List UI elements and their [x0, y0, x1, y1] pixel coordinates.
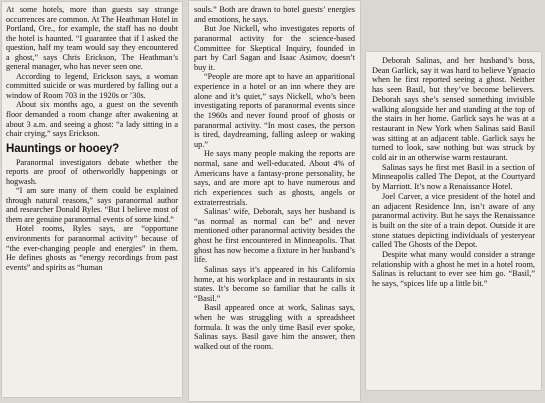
paragraph: But Joe Nickell, who investigates reports of paranormal activity for the science-based Committee for Skeptical Inquiry, founded in part by Carl Sagan and Isaac Asimov, doesn’t buy it. [194, 24, 355, 72]
paragraph: Hotel rooms, Ryles says, are “opportune environments for paranormal activity” because of “the ever-changing people and energies” in them. He defines ghosts as “energy recordings from past events” and spirits as “human [6, 224, 178, 272]
column-3-text [366, 52, 541, 390]
section-subhead: Hauntings or hooey? [6, 142, 120, 155]
article-column-2 [189, 1, 360, 401]
paragraph: Salinas’ wife, Deborah, says her husband is “as normal as normal can be” and never mentioned other paranormal activity besides the ghost he first encountered in Minneapolis. That ghost has now become a fixture in her husband’s life. [194, 207, 355, 265]
article-column-3 [366, 52, 541, 390]
column-1-text [2, 2, 182, 397]
paragraph: “People are more apt to have an apparitional experience in a hotel or an inn where they are alone and it’s quiet,” says Nickell, who’s been investigating reports of paranormal events since the 1960s and never found proof of ghosts or paranormal activity. “In most cases, the person is tired, daydreaming, falling asleep or waking up.” [194, 72, 355, 149]
paragraph: Salinas says it’s appeared in his California home, at his workplace and in restaurants in six states. It’s become so familiar that he calls it “Basil.” [194, 264, 355, 303]
article-column-1 [2, 2, 182, 397]
paragraph: Joel Carver, a vice president of the hotel and an adjacent Residence Inn, isn’t aware of any paranormal activity. But he says the Renaissance is built on the site of a train depot. Outside it are stone statues depicting individuals of yesteryear called The Ghosts of the Depot. [372, 191, 535, 250]
column-2-text [189, 1, 360, 401]
paragraph: He says many people making the reports are normal, sane and well-educated. About 4% of Americans have a fantasy-prone personality, he says, and are more apt to have numerous and rich experiences such as ghosts, angels or extraterrestrials. [194, 149, 355, 207]
paragraph: souls.” Both are drawn to hotel guests’ energies and emotions, he says. [194, 5, 355, 24]
paragraph: Paranormal investigators debate whether the reports are proof of otherworldly happenings or hogwash. [6, 157, 178, 186]
paragraph: “I am sure many of them could be explained through natural reasons,” says paranormal author and researcher Donald Ryles. “But I believe most of them are genuine paranormal events of some kind.” [6, 186, 178, 224]
paragraph: According to legend, Erickson says, a woman committed suicide or was murdered by falling out a window of Room 703 in the 1920s or ’30s. [6, 71, 178, 100]
paragraph: Basil appeared once at work, Salinas says, when he was struggling with a spreadsheet formula. It was the only time Basil ever spoke, Salinas says. Basil gave him the answer, then walked out of the room. [194, 303, 355, 351]
paragraph: Deborah Salinas, and her husband’s boss, Dean Garlick, say it was hard to believe Ygnacio when he first reported seeing a ghost. Neither has seen Basil, but they’ve become believers. Deborah says she’s sensed something invisible walking alongside her and standing at the top of the stairs in her home. Garlick says he was at a restaurant in New York when Salinas said Basil was sitting at an adjacent table. Garlick says he turned to look, saw nothing but was struck by cold air in an otherwise warm restaurant. [372, 56, 535, 163]
paragraph: Salinas says he first met Basil in a section of Minneapolis called The Depot, at the Courtyard by Marriott. It’s now a Renaissance Hotel. [372, 162, 535, 192]
paragraph: At some hotels, more than guests say strange occurrences are common. At The Heathman Hotel in Portland, Ore., for example, the staff has no doubt the hotel is haunted. “I guarantee that if I asked the question, half my team would say they encountered a ghost,” says Chris Erickson, The Heathman’s general manager, who has never seen one. [6, 5, 178, 72]
paragraph: About six months ago, a guest on the seventh floor demanded a room change after awakening at about 3 a.m. and seeing a ghost: “a lady sitting in a chair crying,” says Erickson. [6, 100, 178, 139]
paragraph: Despite what many would consider a strange relationship with a ghost he met in a hotel room, Salinas is reluctant to ever see him go. “Basil,” he says, “spices life up a little bit.” [372, 250, 535, 289]
